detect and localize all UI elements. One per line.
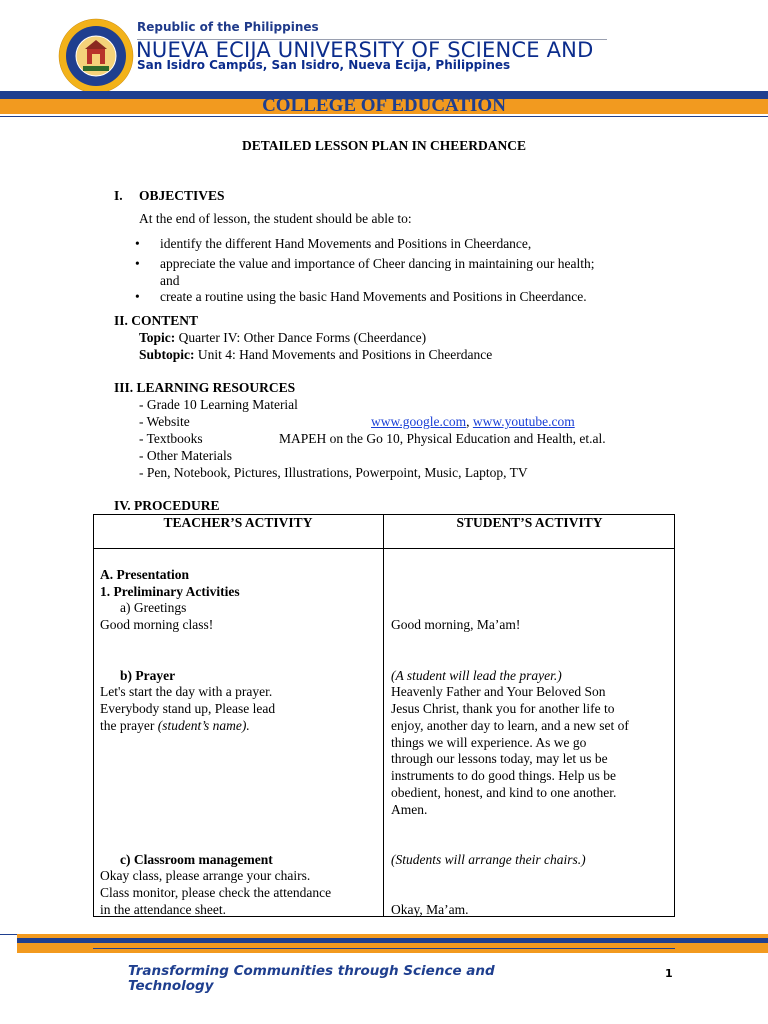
link-separator: , — [466, 414, 470, 429]
objective-item-continued: and — [160, 273, 180, 288]
classroom-label: c) Classroom management — [120, 852, 273, 867]
greetings-label: a) Greetings — [120, 600, 187, 615]
student-classroom-note: (Students will arrange their chairs.) — [391, 852, 586, 867]
topic-line — [139, 329, 426, 346]
prayer-line: instruments to do good things. Help us be — [391, 768, 616, 783]
student-prayer-note: (A student will lead the prayer.) — [391, 668, 562, 683]
footer-thin-rule — [93, 948, 675, 949]
prayer-line: Heavenly Father and Your Beloved Son — [391, 684, 606, 699]
bullet-icon: • — [135, 256, 140, 271]
teacher-prayer-line: Everybody stand up, Please lead — [100, 701, 276, 716]
bullet-icon: • — [135, 289, 140, 304]
campus-address: San Isidro Campus, San Isidro, Nueva Ecija, Philippines — [137, 58, 511, 72]
section-presentation: A. Presentation — [100, 567, 189, 582]
resource-other: - Other Materials — [139, 448, 232, 463]
republic-label: Republic of the Philippines — [137, 20, 319, 34]
subtopic-line — [139, 346, 492, 363]
university-seal-logo — [58, 18, 134, 94]
prayer-line: enjoy, another day to learn, and a new set of — [391, 718, 629, 733]
resource-grade: - Grade 10 Learning Material — [139, 397, 298, 412]
student-name-placeholder: (student’s name). — [157, 718, 250, 733]
footer-rule-left — [0, 934, 17, 935]
prayer-line: things we will experience. As we go — [391, 735, 587, 750]
section-preliminary: 1. Preliminary Activities — [100, 584, 240, 599]
topic-value: Quarter IV: Other Dance Forms (Cheerdance) — [178, 330, 427, 345]
bullet-icon: • — [135, 236, 140, 251]
table-header-divider — [93, 548, 675, 549]
content-heading: II. CONTENT — [114, 313, 199, 328]
objectives-number: I. — [114, 188, 123, 203]
teacher-column-header: TEACHER’S ACTIVITY — [163, 515, 313, 530]
teacher-greeting: Good morning class! — [100, 617, 214, 632]
page-number: 1 — [665, 967, 673, 980]
objectives-intro: At the end of lesson, the student should be able to: — [139, 211, 412, 226]
prayer-line: Jesus Christ, thank you for another life to — [391, 701, 615, 716]
google-link[interactable]: www.google.com — [371, 414, 467, 429]
footer-motto: Transforming Communities through Science and Technology — [128, 963, 495, 994]
resource-textbooks: MAPEH on the Go 10, Physical Education and Health, et.al. — [279, 431, 606, 446]
subtopic-label: Subtopic: — [139, 347, 195, 362]
topic-label: Topic: — [139, 330, 176, 345]
university-name: NUEVA ECIJA UNIVERSITY OF SCIENCE AND — [136, 38, 594, 62]
resource-links — [371, 413, 575, 430]
resource-materials: - Pen, Notebook, Pictures, Illustrations, Powerpoint, Music, Laptop, TV — [139, 465, 528, 480]
document-title: DETAILED LESSON PLAN IN CHEERDANCE — [241, 138, 527, 153]
student-column-header: STUDENT’S ACTIVITY — [456, 515, 603, 530]
youtube-link[interactable]: www.youtube.com — [472, 414, 575, 429]
student-classroom-reply: Okay, Ma’am. — [391, 902, 469, 917]
prayer-line: through our lessons today, may let us be — [391, 751, 608, 766]
teacher-prayer-text: the prayer — [100, 718, 158, 733]
teacher-classroom-line: Okay class, please arrange your chairs. — [100, 868, 311, 883]
student-greeting: Good morning, Ma’am! — [391, 617, 521, 632]
resources-heading: III. LEARNING RESOURCES — [114, 380, 296, 395]
objective-item: create a routine using the basic Hand Movements and Positions in Cheerdance. — [160, 289, 587, 304]
prayer-label: b) Prayer — [120, 668, 176, 683]
objective-item: identify the different Hand Movements and Positions in Cheerdance, — [160, 236, 532, 251]
teacher-prayer-line — [100, 717, 250, 734]
prayer-line: obedient, honest, and kind to one another. — [391, 785, 617, 800]
resource-website-label: - Website — [139, 414, 190, 429]
prayer-line: Amen. — [391, 802, 428, 817]
subtopic-value: Unit 4: Hand Movements and Positions in Cheerdance — [197, 347, 493, 362]
teacher-classroom-line: Class monitor, please check the attendance — [100, 885, 332, 900]
teacher-classroom-line: in the attendance sheet. — [100, 902, 226, 917]
objective-item: appreciate the value and importance of Cheer dancing in maintaining our health; — [160, 256, 595, 271]
teacher-prayer-line: Let's start the day with a prayer. — [100, 684, 273, 699]
table-column-divider — [383, 514, 384, 917]
procedure-heading: IV. PROCEDURE — [114, 498, 220, 513]
resource-textbooks-label: - Textbooks — [139, 431, 203, 446]
objectives-heading: OBJECTIVES — [139, 188, 225, 203]
college-title: COLLEGE OF EDUCATION — [262, 95, 506, 116]
